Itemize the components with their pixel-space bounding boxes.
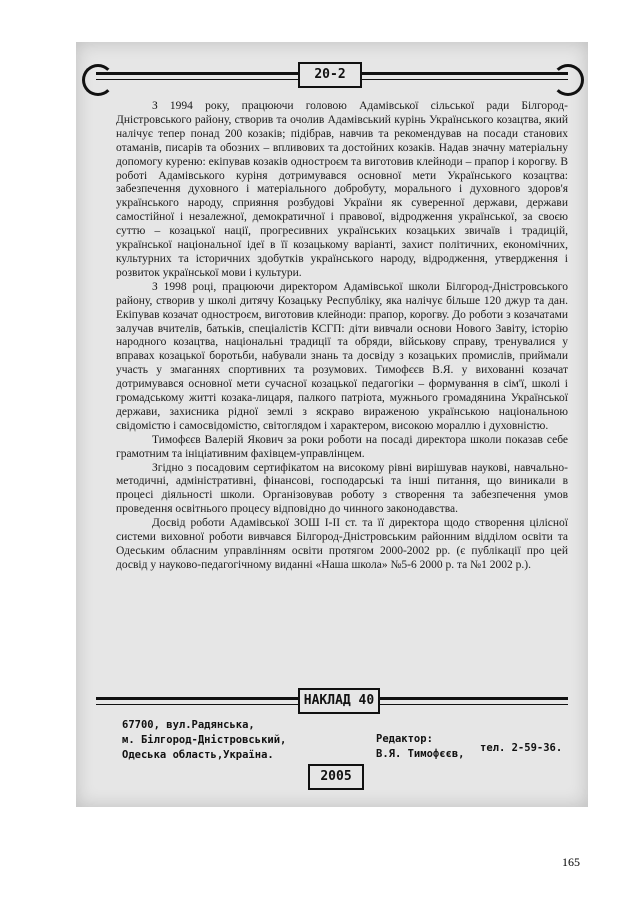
address-line-3: Одеська область,Україна. — [122, 749, 274, 761]
editor-name: В.Я. Тимофєєв, — [376, 748, 465, 760]
left-scroll-ornament — [82, 64, 114, 96]
right-scroll-ornament — [552, 64, 584, 96]
paragraph-2: З 1998 році, працюючи директором Адамівської школи Білгород-Дністровського району, створив у школі дитячу Козацьку Республіку, яка налічує більше 120 джур та дан. Екіпував козачат одностроєм, виготовив клейноди: прапор, корогву. До роботи з козачатами залучав вчителів, батьків, спеціалістів КСГП: діти вивчали основи Нового Завіту, історію народного козацтва, національні традиції та обряди, військову справу, тренувалися у вправах козацької боротьби, набували знань та досвіду з козацьких промислів, приймали участь у змаганнях спортивних та розумових. Тимофєєв В.Я. у вихованні козачат дотримувався основної мети сучасної козацької педагогіки – формування в сім'ї, школі і громадському житті козака-лицаря, палкого патріота, мужнього громадянина Української держави, захисника рідної землі з яскраво вираженою українською національною свідомістю і самосвідомістю, світоглядом і характером, високою мораллю і духовністю. — [116, 280, 568, 432]
address-line-1: 67700, вул.Радянська, — [122, 719, 255, 731]
address-block — [122, 718, 342, 763]
paragraph-5: Досвід роботи Адамівської ЗОШ І-ІІ ст. та її директора щодо створення цілісної системи виховної роботи вивчався Білгород-Дністровським районним відділом освіти та Одеським обласним управлінням освіти протягом 2000-2002 рр. (є публікації про цей досвід у науково-педагогічному виданні «Наша школа» №5-6 2000 р. та №1 2002 р.). — [116, 517, 568, 571]
page-number: 165 — [562, 855, 580, 869]
naklad-badge: НАКЛАД 40 — [298, 688, 380, 714]
address-line-2: м. Білгород-Дністровський, — [122, 734, 287, 746]
scanned-page — [76, 42, 588, 807]
editor-block — [376, 732, 465, 762]
paragraph-4: Згідно з посадовим сертифікатом на високому рівні вирішував наукові, навчально-методичні, адміністративні, фінансові, господарські та інші питання, що виникали в процесі діяльності школи. Організовував роботу з створення та забезпечення умов проведення освітнього процесу відповідно до чинного законодавства. — [116, 461, 568, 516]
editor-label: Редактор: — [376, 733, 433, 745]
issue-badge: 20-2 — [298, 62, 362, 88]
year-badge: 2005 — [308, 764, 364, 790]
phone-number: тел. 2-59-36. — [480, 742, 563, 754]
paragraph-1: З 1994 року, працюючи головою Адамівської сільської ради Білгород-Дністровського району, створив та очолив Адамівський курінь Українського козацтва, який налічує тепер понад 200 козаків; підібрав, навчив та рекомендував на посади станових отаманів, писарів та обозних – впливових та достойних козаків. Надав значну матеріальну допомогу куреню: екіпував козаків одностроєм та виготовив клейноди – прапор і корогву. В роботі Адамівського куріня дотримувався основної мети Українського козацтва: забезпечення духовного і матеріального добробуту, морального і духовного здоров'я українського народу, сприяння розбудові України як суверенної держави, держави самостійної і незалежної, демократичної і правової, відродження української, за своєю суттю – козацької нації, прогресивних українських козацьких звичаїв і традицій, української національної ідеї в її козацькому варіанті, захист політичних, економічних, культурних та історичних здобутків українського народу, відродження, утвердження і розвиток української мови і культури. — [116, 100, 568, 279]
article-body — [116, 100, 568, 573]
paragraph-3: Тимофєєв Валерій Якович за роки роботи на посаді директора школи показав себе грамотним та ініціативним фахівцем-управлінцем. — [116, 433, 568, 460]
